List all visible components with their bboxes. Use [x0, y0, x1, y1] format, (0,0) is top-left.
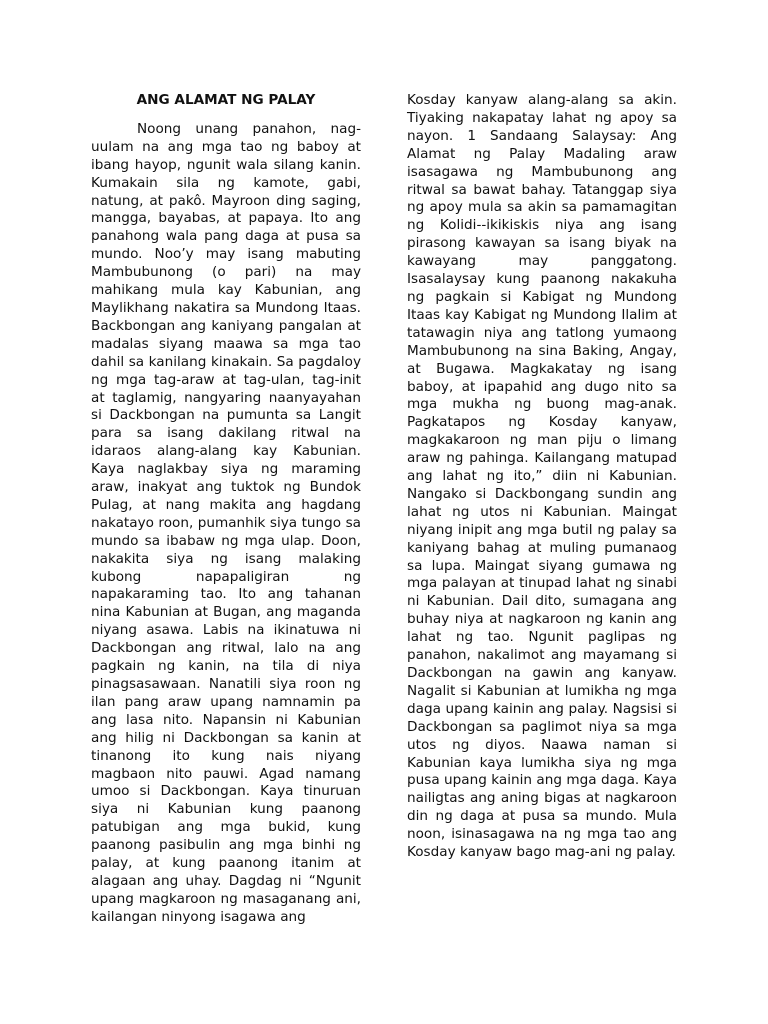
document-title: ANG ALAMAT NG PALAY — [136, 92, 316, 108]
story-paragraph-part-2: Kosday kanyaw alang-alang sa akin. Tiyaking nakapatay lahat ng apoy sa nayon. 1 Sandaang Salaysay: Ang Alamat ng Palay Madaling araw isasagawa ng Mambubunong ang ritwal sa bawat bahay. Tatanggap siya ng apoy mula sa akin sa pamamagitan ng Kolidi--ikikiskis niya ang isang pirasong kawayan sa isang biyak na kawayang may panggatong. Isasalaysay kung paanong nakakuha ng pagkain si Kabigat ng Mundong Itaas kay Kabigat ng Mundong Ilalim at tatawagin niya ang tatlong yumaong Mambubunong na sina Baking, Angay, at Bugawa. Magkakatay ng isang baboy, at ipapahid ang dugo nito sa mga mukha ng buong mag-anak. Pagkatapos ng Kosday kanyaw, magkakaroon ng man piju o limang araw ng pahinga. Kailangang matupad ang lahat ng ito,” diin ni Kabunian. Nangako si Dackbongang sundin ang lahat ng utos ni Kabunian. Maingat niyang inipit ang mga butil ng palay sa kaniyang bahag at muling pumanaog sa lupa. Maingat siyang gumawa ng mga palayan at tinupad lahat ng sinabi ni Kabunian. Dail dito, sumagana ang buhay niya at nagkaroon ng kanin ang lahat ng tao. Ngunit paglipas ng panahon, nakalimot ang mayamang si Dackbongan na gawin ang kanyaw. Nagalit si Kabunian at lumikha ng mga daga upang kainin ang palay. Nagsisi si Dackbongan sa paglimot niya sa mga utos ng diyos. Naawa naman si Kabunian kaya lumikha siya ng mga pusa upang kainin ang mga daga. Kaya nailigtas ang aning bigas at nagkaroon din ng daga at pusa sa mundo. Mula noon, isinasagawa na ng mga tao ang Kosday kanyaw bago mag-ani ng palay. — [407, 92, 677, 861]
left-column — [91, 92, 361, 927]
story-paragraph-part-1: Noong unang panahon, nag-uulam na ang mga tao ng baboy at ibang hayop, ngunit wala silang kanin. Kumakain sila ng kamote, gabi, natung, at pakô. Mayroon ding saging, mangga, bayabas, at papaya. Ito ang panahong wala pang daga at pusa sa mundo. Noo’y may isang mabuting Mambubunong (o pari) na may mahikang mula kay Kabunian, ang Maylikhang nakatira sa Mundong Itaas. Backbongan ang kaniyang pangalan at madalas siyang maawa sa mga tao dahil sa kanilang kinakain. Sa pagdaloy ng mga tag-araw at tag-ulan, tag-init at taglamig, nangyaring naanyayahan si Dackbongan na pumunta sa Langit para sa isang dakilang ritwal na idaraos alang-alang kay Kabunian. Kaya naglakbay siya ng maraming araw, inakyat ang tuktok ng Bundok Pulag, at nang makita ang hagdang nakatayo roon, pumanhik siya tungo sa mundo sa ibabaw ng mga ulap. Doon, nakakita siya ng isang malaking kubong napapaligiran ng napakaraming tao. Ito ang tahanan nina Kabunian at Bugan, ang maganda niyang asawa. Labis na ikinatuwa ni Dackbongan ang ritwal, lalo na ang pagkain ng kanin, na tila di niya pinagsasawaan. Nanatili siya roon ng ilan pang araw upang namnamin pa ang lasa nito. Napansin ni Kabunian ang hilig ni Dackbongan sa kanin at tinanong ito kung nais niyang magbaon nito pauwi. Agad namang umoo si Dackbongan. Kaya tinuruan siya ni Kabunian kung paanong patubigan ang mga bukid, kung paanong pasibulin ang mga binhi ng palay, at kung paanong itanim at alagaan ang uhay. Dagdag ni “Ngunit upang magkaroon ng masaganang ani, kailangan ninyong isagawa ang — [91, 120, 361, 925]
right-column — [407, 92, 677, 862]
